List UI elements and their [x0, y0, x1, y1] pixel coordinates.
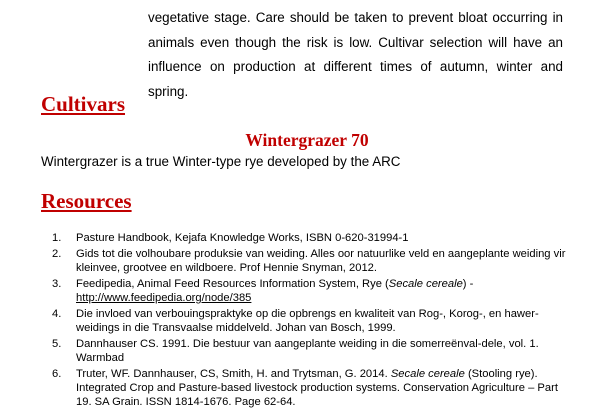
list-item [41, 307, 571, 335]
reference-text: Feedipedia, Animal Feed Resources Information System, Rye ( [76, 278, 389, 290]
feedipedia-link[interactable]: http://www.feedipedia.org/node/385 [76, 292, 252, 304]
list-item [41, 367, 571, 409]
list-item [41, 247, 571, 275]
list-number: 6. [52, 368, 62, 380]
resources-heading: Resources [41, 189, 132, 213]
list-number: 5. [52, 338, 62, 350]
list-item [41, 277, 571, 305]
resources-list [41, 231, 571, 411]
list-item [41, 231, 571, 245]
list-item [41, 337, 571, 365]
reference-text: Pasture Handbook, Kejafa Knowledge Works, ISBN 0-620-31994-1 [76, 232, 409, 244]
cultivar-description: Wintergrazer is a true Winter-type rye developed by the ARC [41, 154, 401, 169]
reference-text: ) - [462, 278, 474, 290]
intro-paragraph: vegetative stage. Care should be taken to prevent bloat occurring in animals even though the risk is low. Cultivar selection will have an influence on production at different times of autumn, winter and spring. [148, 10, 563, 99]
species-name: Secale cereale [388, 278, 463, 290]
reference-text: Truter, WF. Dannhauser, CS, Smith, H. and Trytsman, G. 2014. [76, 368, 391, 380]
cultivars-heading: Cultivars [41, 92, 125, 116]
list-number: 3. [52, 278, 62, 290]
reference-text: Dannhauser CS. 1991. Die bestuur van aangeplante weiding in die somerreënval-dele, vol. 1. Warmbad [76, 338, 539, 364]
list-number: 4. [52, 308, 62, 320]
reference-text: Die invloed van verbouingspraktyke op die opbrengs en kwaliteit van Rog-, Korog-, en hawer-weidings in die Transvaalse middelveld. Johan van Bosch, 1999. [76, 308, 539, 334]
reference-text: (Stooling rye). Integrated Crop and Pasture-based livestock production systems. Conservation Agriculture – Part 19. SA Grain. ISSN 1814-1676. Page 62-64. [76, 368, 558, 408]
cultivar-title: Wintergrazer 70 [245, 130, 369, 150]
list-number: 2. [52, 248, 62, 260]
reference-text: Gids tot die volhoubare produksie van weiding. Alles oor natuurlike veld en aangeplante weiding vir kleinvee, grootvee en wildboere. Prof Hennie Snyman, 2012. [76, 248, 566, 274]
species-name: Secale cereale [390, 368, 465, 380]
list-number: 1. [52, 232, 62, 244]
